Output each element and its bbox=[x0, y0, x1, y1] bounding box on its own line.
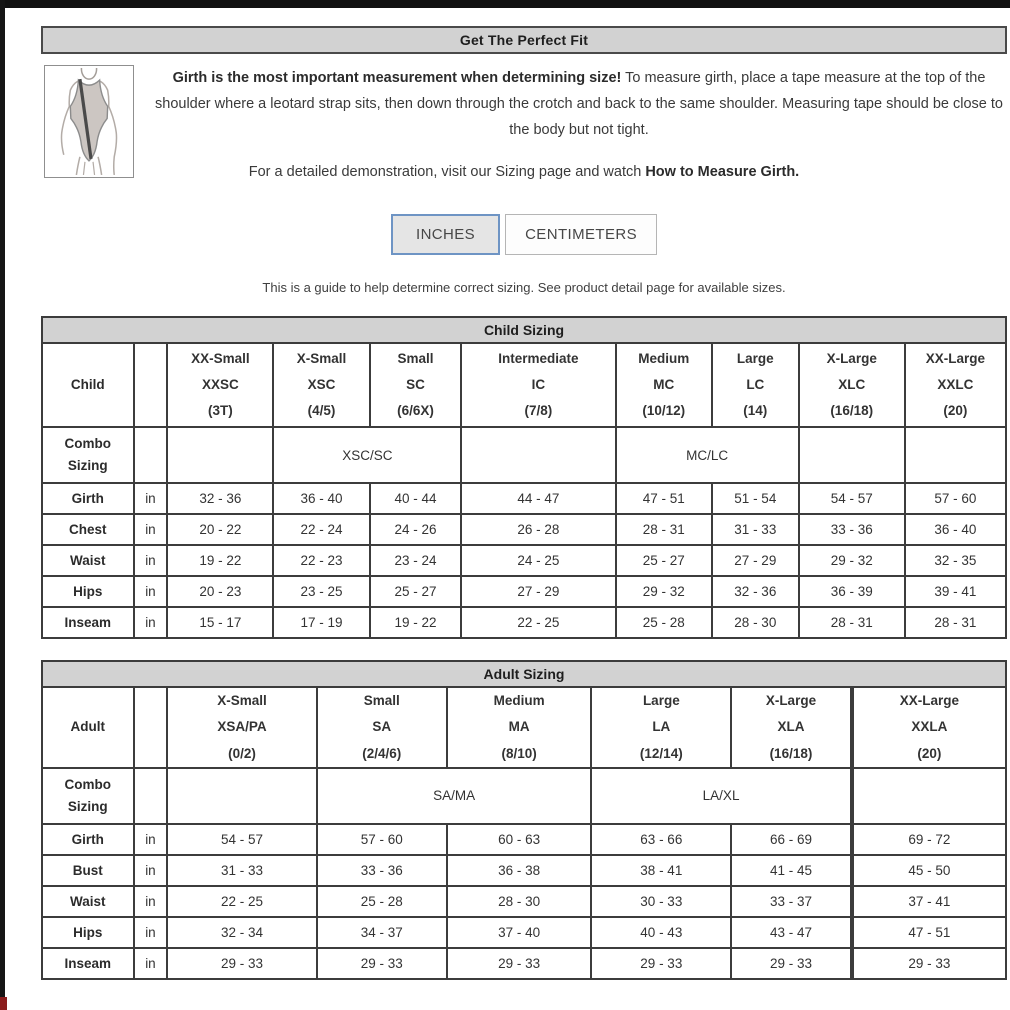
size-column-header-line: (3T) bbox=[207, 403, 233, 419]
size-column-header bbox=[317, 687, 447, 768]
measurement-row-label: Waist bbox=[42, 886, 134, 917]
size-value-cell: 29 - 33 bbox=[852, 948, 1006, 979]
size-value-cell: 57 - 60 bbox=[905, 483, 1006, 514]
combo-size-cell: SA/MA bbox=[317, 768, 592, 824]
figure-left-leg bbox=[76, 157, 80, 175]
size-value-cell: 27 - 29 bbox=[461, 576, 615, 607]
size-value-cell: 22 - 24 bbox=[273, 514, 369, 545]
combo-size-cell: LA/XL bbox=[591, 768, 851, 824]
demo-instruction-bold: How to Measure Girth. bbox=[645, 164, 800, 181]
size-value-cell: 19 - 22 bbox=[370, 607, 462, 638]
size-value-cell: 54 - 57 bbox=[799, 483, 905, 514]
size-value-cell: 29 - 32 bbox=[799, 545, 905, 576]
size-value-cell: 22 - 23 bbox=[273, 545, 369, 576]
unit-cell: in bbox=[134, 855, 168, 886]
size-value-cell: 34 - 37 bbox=[317, 917, 447, 948]
size-column-header-line: (14) bbox=[743, 403, 768, 419]
size-value-cell: 22 - 25 bbox=[167, 886, 316, 917]
adult-sizing-table bbox=[41, 660, 1007, 980]
size-value-cell: 29 - 33 bbox=[317, 948, 447, 979]
size-column-header bbox=[447, 687, 592, 768]
size-value-cell: 36 - 38 bbox=[447, 855, 592, 886]
size-column-header-line: XLA bbox=[777, 719, 805, 735]
size-value-cell: 28 - 31 bbox=[905, 607, 1006, 638]
size-value-cell: 29 - 33 bbox=[731, 948, 852, 979]
combo-size-cell bbox=[167, 427, 273, 483]
size-value-cell: 39 - 41 bbox=[905, 576, 1006, 607]
size-value-cell: 44 - 47 bbox=[461, 483, 615, 514]
size-value-cell: 23 - 24 bbox=[370, 545, 462, 576]
size-value-cell: 24 - 26 bbox=[370, 514, 462, 545]
girth-measurement-illustration bbox=[44, 65, 134, 178]
measurement-row-label: Inseam bbox=[42, 607, 134, 638]
size-column-header-line: Large bbox=[642, 693, 680, 708]
size-column-header bbox=[370, 343, 462, 427]
size-column-header-line: XSC bbox=[307, 376, 336, 392]
combo-size-cell: MC/LC bbox=[616, 427, 799, 483]
size-column-header bbox=[616, 343, 712, 427]
size-column-header-line: Medium bbox=[493, 693, 545, 708]
measurement-row-label: Girth bbox=[42, 824, 134, 855]
combo-row-label: Combo Sizing bbox=[42, 768, 134, 824]
demo-instruction bbox=[41, 164, 1007, 180]
size-value-cell: 51 - 54 bbox=[712, 483, 799, 514]
size-column-header bbox=[852, 687, 1006, 768]
size-column-header-line: XXLC bbox=[937, 376, 974, 392]
size-value-cell: 29 - 33 bbox=[447, 948, 592, 979]
size-column-header-line: SA bbox=[372, 719, 392, 735]
size-column-header bbox=[167, 343, 273, 427]
size-column-header-line: X-Small bbox=[217, 693, 267, 708]
size-value-cell: 28 - 30 bbox=[712, 607, 799, 638]
size-column-header-line: LA bbox=[652, 719, 671, 735]
unit-cell: in bbox=[134, 483, 168, 514]
size-column-header-line: XXSC bbox=[201, 376, 239, 392]
unit-toggle bbox=[41, 214, 1007, 255]
combo-size-cell bbox=[167, 768, 316, 824]
size-column-header-line: MC bbox=[653, 376, 675, 392]
size-column-header-line: (16/18) bbox=[830, 403, 874, 419]
size-value-cell: 33 - 36 bbox=[799, 514, 905, 545]
size-value-cell: 17 - 19 bbox=[273, 607, 369, 638]
size-value-cell: 22 - 25 bbox=[461, 607, 615, 638]
size-value-cell: 33 - 37 bbox=[731, 886, 852, 917]
size-column-header-line: (2/4/6) bbox=[362, 745, 402, 761]
size-value-cell: 54 - 57 bbox=[167, 824, 316, 855]
page-title: Get The Perfect Fit bbox=[41, 26, 1007, 54]
measurement-row-label: Hips bbox=[42, 917, 134, 948]
size-column-header-line: Intermediate bbox=[498, 350, 579, 366]
size-value-cell: 36 - 39 bbox=[799, 576, 905, 607]
size-value-cell: 40 - 43 bbox=[591, 917, 731, 948]
size-value-cell: 36 - 40 bbox=[905, 514, 1006, 545]
size-column-header bbox=[712, 343, 799, 427]
size-value-cell: 37 - 40 bbox=[447, 917, 592, 948]
unit-cell: in bbox=[134, 886, 168, 917]
combo-size-cell bbox=[852, 768, 1006, 824]
table-corner-label: Adult bbox=[42, 687, 134, 768]
unit-column-header bbox=[134, 343, 168, 427]
intro-section bbox=[41, 63, 1007, 183]
size-value-cell: 28 - 31 bbox=[616, 514, 712, 545]
size-column-header-line: XXLA bbox=[911, 719, 948, 735]
size-column-header-line: X-Large bbox=[826, 350, 877, 366]
size-value-cell: 31 - 33 bbox=[712, 514, 799, 545]
unit-cell: in bbox=[134, 824, 168, 855]
size-value-cell: 15 - 17 bbox=[167, 607, 273, 638]
measurement-row-label: Waist bbox=[42, 545, 134, 576]
demo-instruction-prefix: For a detailed demonstration, visit our Sizing page and watch bbox=[248, 164, 646, 181]
size-column-header-line: XX-Small bbox=[191, 350, 250, 366]
size-column-header-line: (20) bbox=[917, 745, 942, 761]
size-column-header-line: X-Large bbox=[765, 693, 817, 708]
measurement-row-label: Chest bbox=[42, 514, 134, 545]
size-value-cell: 31 - 33 bbox=[167, 855, 316, 886]
unit-cell: in bbox=[134, 514, 168, 545]
size-value-cell: 29 - 33 bbox=[591, 948, 731, 979]
inches-button[interactable]: INCHES bbox=[391, 214, 500, 255]
size-value-cell: 24 - 25 bbox=[461, 545, 615, 576]
window-border-top bbox=[0, 0, 1010, 8]
unit-cell bbox=[134, 768, 168, 824]
size-column-header-line: X-Small bbox=[296, 350, 347, 366]
size-value-cell: 20 - 23 bbox=[167, 576, 273, 607]
size-column-header-line: Large bbox=[736, 350, 774, 366]
size-column-header-line: MA bbox=[508, 719, 530, 735]
figure-head bbox=[81, 68, 96, 79]
size-value-cell: 29 - 32 bbox=[616, 576, 712, 607]
size-value-cell: 43 - 47 bbox=[731, 917, 852, 948]
measurement-row-label: Girth bbox=[42, 483, 134, 514]
girth-explanation-rest: To measure girth, place a tape measure at the top of the shoulder where a leotard strap sits, then down through the crotch and back to the same shoulder. Measuring tape should be close to the body but not tight. bbox=[155, 70, 1003, 139]
sizing-guide-page bbox=[41, 26, 1007, 980]
size-value-cell: 36 - 40 bbox=[273, 483, 369, 514]
size-value-cell: 29 - 33 bbox=[167, 948, 316, 979]
window-border-left bbox=[0, 0, 5, 1010]
centimeters-button[interactable]: CENTIMETERS bbox=[505, 214, 657, 255]
size-column-header-line: XX-Large bbox=[925, 350, 985, 366]
size-value-cell: 25 - 28 bbox=[616, 607, 712, 638]
figure-inner-legs bbox=[83, 162, 94, 175]
size-value-cell: 32 - 36 bbox=[167, 483, 273, 514]
size-column-header-line: IC bbox=[531, 376, 546, 392]
size-column-header-line: (10/12) bbox=[642, 403, 686, 419]
size-column-header-line: XSA/PA bbox=[217, 719, 267, 735]
unit-cell bbox=[134, 427, 168, 483]
combo-size-cell bbox=[799, 427, 905, 483]
size-value-cell: 47 - 51 bbox=[616, 483, 712, 514]
size-value-cell: 28 - 31 bbox=[799, 607, 905, 638]
measurement-row-label: Hips bbox=[42, 576, 134, 607]
size-column-header-line: Medium bbox=[638, 350, 690, 366]
size-value-cell: 19 - 22 bbox=[167, 545, 273, 576]
combo-size-cell bbox=[905, 427, 1006, 483]
table-title: Adult Sizing bbox=[42, 661, 1006, 687]
unit-cell: in bbox=[134, 576, 168, 607]
size-value-cell: 40 - 44 bbox=[370, 483, 462, 514]
child-sizing-table bbox=[41, 316, 1007, 639]
size-column-header-line: (20) bbox=[943, 403, 968, 419]
combo-size-cell: XSC/SC bbox=[273, 427, 461, 483]
size-column-header bbox=[167, 687, 316, 768]
size-column-header-line: (16/18) bbox=[769, 745, 813, 761]
size-value-cell: 32 - 35 bbox=[905, 545, 1006, 576]
size-value-cell: 69 - 72 bbox=[852, 824, 1006, 855]
size-column-header bbox=[905, 343, 1006, 427]
size-column-header bbox=[273, 343, 369, 427]
measurement-row-label: Inseam bbox=[42, 948, 134, 979]
guide-note: This is a guide to help determine correct sizing. See product detail page for available sizes. bbox=[262, 280, 786, 295]
size-value-cell: 26 - 28 bbox=[461, 514, 615, 545]
size-value-cell: 33 - 36 bbox=[317, 855, 447, 886]
size-value-cell: 47 - 51 bbox=[852, 917, 1006, 948]
size-value-cell: 23 - 25 bbox=[273, 576, 369, 607]
size-column-header-line: (7/8) bbox=[524, 403, 553, 419]
size-value-cell: 28 - 30 bbox=[447, 886, 592, 917]
figure-right-leg bbox=[98, 157, 102, 175]
size-value-cell: 41 - 45 bbox=[731, 855, 852, 886]
girth-explanation bbox=[151, 63, 1007, 143]
size-value-cell: 27 - 29 bbox=[712, 545, 799, 576]
combo-row-label: Combo Sizing bbox=[42, 427, 134, 483]
size-column-header-line: XLC bbox=[838, 376, 866, 392]
size-column-header bbox=[731, 687, 852, 768]
size-value-cell: 32 - 36 bbox=[712, 576, 799, 607]
combo-size-cell bbox=[461, 427, 615, 483]
size-column-header-line: Small bbox=[363, 693, 400, 708]
girth-explanation-bold: Girth is the most important measurement when determining size! bbox=[172, 70, 622, 86]
size-column-header bbox=[461, 343, 615, 427]
size-value-cell: 25 - 27 bbox=[616, 545, 712, 576]
size-value-cell: 37 - 41 bbox=[852, 886, 1006, 917]
unit-cell: in bbox=[134, 545, 168, 576]
table-title: Child Sizing bbox=[42, 317, 1006, 343]
unit-cell: in bbox=[134, 948, 168, 979]
unit-cell: in bbox=[134, 607, 168, 638]
size-value-cell: 60 - 63 bbox=[447, 824, 592, 855]
size-value-cell: 66 - 69 bbox=[731, 824, 852, 855]
size-value-cell: 57 - 60 bbox=[317, 824, 447, 855]
size-value-cell: 38 - 41 bbox=[591, 855, 731, 886]
unit-cell: in bbox=[134, 917, 168, 948]
unit-column-header bbox=[134, 687, 168, 768]
leotard-sketch-icon bbox=[47, 68, 131, 175]
size-column-header-line: (4/5) bbox=[307, 403, 336, 419]
size-value-cell: 25 - 28 bbox=[317, 886, 447, 917]
size-column-header bbox=[591, 687, 731, 768]
measurement-row-label: Bust bbox=[42, 855, 134, 886]
size-column-header-line: LC bbox=[746, 376, 765, 392]
size-value-cell: 25 - 27 bbox=[370, 576, 462, 607]
size-column-header-line: SC bbox=[406, 376, 425, 392]
size-column-header-line: (8/10) bbox=[501, 745, 537, 761]
corner-marker bbox=[0, 997, 7, 1010]
size-column-header bbox=[799, 343, 905, 427]
size-value-cell: 20 - 22 bbox=[167, 514, 273, 545]
size-value-cell: 45 - 50 bbox=[852, 855, 1006, 886]
size-column-header-line: Small bbox=[397, 350, 434, 366]
size-value-cell: 30 - 33 bbox=[591, 886, 731, 917]
table-corner-label: Child bbox=[42, 343, 134, 427]
size-value-cell: 32 - 34 bbox=[167, 917, 316, 948]
size-column-header-line: (6/6X) bbox=[397, 403, 434, 419]
size-column-header-line: (12/14) bbox=[639, 745, 683, 761]
size-column-header-line: XX-Large bbox=[899, 693, 959, 708]
size-value-cell: 63 - 66 bbox=[591, 824, 731, 855]
size-column-header-line: (0/2) bbox=[228, 745, 256, 761]
